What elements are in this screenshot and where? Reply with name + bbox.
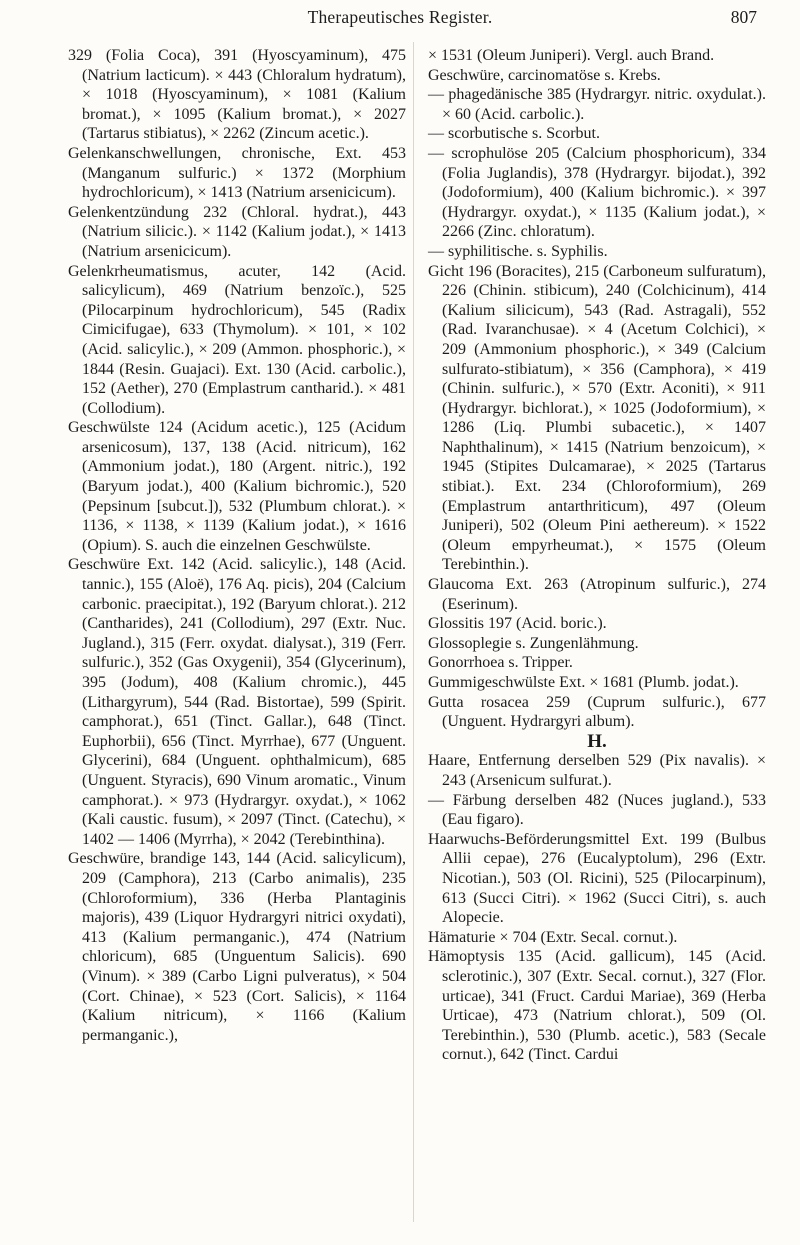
column-divider	[413, 42, 414, 1222]
index-entry: Gelenkrheumatismus, acuter, 142 (Acid. salicylicum), 469 (Natrium benzoïc.), 525 (Pilocarpinum hydrochloricum), 545 (Radix Cimicifugae), 633 (Thymolum). × 101, × 102 (Acid. salicylic.), × 209 (Ammon. phosphoric.), × 1844 (Resin. Guajaci). Ext. 130 (Acid. carbolic.), 152 (Aether), 270 (Emplastrum cantharid.). × 481 (Collodium).	[68, 262, 406, 417]
index-entry: — scorbutische s. Scorbut.	[428, 125, 600, 143]
index-entry: Geschwüre Ext. 142 (Acid. salicylic.), 148 (Acid. tannic.), 155 (Aloë), 176 Aq. picis), 204 (Calcium carbonic. praecipitat.), 192 (Baryum chlorat.). 212 (Cantharides), 241 (Collodium), 297 (Extr. Nuc. Jugland.), 315 (Ferr. oxydat. dialysat.), 319 (Ferr. sulfuric.), 352 (Gas Oxygenii), 354 (Glycerinum), 395 (Jodum), 408 (Kalium chromic.), 445 (Lithargyrum), 544 (Rad. Bistortae), 599 (Spirit. camphorat.), 651 (Tinct. Gallar.), 648 (Tinct. Euphorbii), 656 (Tinct. Myrrhae), 677 (Unguent. Glycerini), 684 (Unguent. ophthalmicum), 685 (Unguent. Styracis), 690 Vinum aromatic., Vinum camphorat.). × 973 (Hydrargyr. oxydat.), × 1062 (Kali caustic. fusum), × 2097 (Tinct. (Catechu), × 1402 — 1406 (Myrrha), × 2042 (Terebinthina).	[68, 556, 406, 848]
index-entry: — syphilitische. s. Syphilis.	[428, 242, 608, 260]
index-entry: Haarwuchs-Beförderungsmittel Ext. 199 (Bulbus Allii cepae), 276 (Eucalyptolum), 296 (Extr. Nicotian.), 503 (Ol. Ricini), 525 (Pilocarpinum), 613 (Succi Citri). × 1962 (Succi Citri), s. auch Alopecie.	[428, 830, 766, 927]
left-column	[68, 46, 406, 1045]
index-entry: Haare, Entfernung derselben 529 (Pix navalis). × 243 (Arsenicum sulfurat.).	[428, 752, 766, 789]
index-entry: Glossoplegie s. Zungenlähmung.	[428, 634, 639, 652]
index-entry: Hämoptysis 135 (Acid. gallicum), 145 (Acid. sclerotinic.), 307 (Extr. Secal. cornut.), 327 (Flor. urticae), 341 (Fruct. Cardui Mariae), 369 (Herba Urticae), 473 (Natrium chlorat.), 509 (Ol. Terebinthin.), 530 (Plumb. acetic.), 583 (Secale cornut.), 642 (Tinct. Cardui	[428, 948, 766, 1064]
index-entry: — Färbung derselben 482 (Nuces jugland.), 533 (Eau figaro).	[428, 791, 766, 829]
index-entry: Geschwüre, brandige 143, 144 (Acid. salicylicum), 209 (Camphora), 213 (Carbo animalis), 235 (Chloroformium), 336 (Herba Plantaginis majoris), 439 (Liquor Hydrargyri nitrici oxydati), 413 (Kalium permanganic.), 474 (Natrium chloricum), 685 (Unguentum Salicis). 690 (Vinum). × 389 (Carbo Ligni pulveratus), × 504 (Cort. Chinae), × 523 (Cort. Salicis), × 1164 (Kalium nitricum), × 1166 (Kalium permanganic.),	[68, 850, 406, 1044]
index-entry: Gummigeschwülste Ext. × 1681 (Plumb. jodat.).	[428, 674, 739, 691]
running-title: Therapeutisches Register.	[307, 7, 493, 27]
index-entry: Geschwülste 124 (Acidum acetic.), 125 (Acidum arsenicosum), 137, 138 (Acid. nitricum), 162 (Ammonium jodat.), 180 (Argent. nitric.), 192 (Baryum jodat.), 400 (Kalium bichromic.), 520 (Pepsinum [subcut.]), 532 (Plumbum chlorat.). × 1136, × 1138, × 1139 (Kalium jodat.), × 1616 (Opium). S. auch die einzelnen Geschwülste.	[68, 419, 406, 554]
page-number: 807	[730, 7, 757, 27]
index-entry: Glossitis 197 (Acid. boric.).	[428, 615, 607, 633]
index-entry: Gutta rosacea 259 (Cuprum sulfuric.), 677 (Unguent. Hydrargyri album).	[428, 693, 766, 731]
index-entry: × 1531 (Oleum Juniperi). Vergl. auch Brand.	[428, 47, 715, 64]
page-header	[0, 0, 800, 40]
index-entry: Gicht 196 (Boracites), 215 (Carboneum sulfuratum), 226 (Chinin. stibicum), 240 (Colchicinum), 414 (Kalium silicicum), 543 (Rad. Astragali), 552 (Rad. Ivaranchusae). × 4 (Acetum Colchici), × 209 (Ammonium phosphoric.), × 349 (Calcium sulfurato-stibiatum), × 356 (Camphora), × 419 (Chinin. sulfuric.), × 570 (Extr. Aconiti), × 911 (Hydrargyr. bichlorat.), × 1025 (Jodoformium), × 1286 (Liq. Plumbi subacetic.), × 1407 Naphthalinum), × 1415 (Natrium benzoicum), × 1945 (Stipites Dulcamarae), × 2025 (Tartarus stibiat.). Ext. 234 (Chloroformium), 269 (Emplastrum antarthriticum), 497 (Oleum Juniperi), 502 (Oleum Pini aethereum). × 1522 (Oleum empyrheumat.), × 1575 (Oleum Terebinthin.).	[428, 262, 766, 574]
index-entry: Geschwüre, carcinomatöse s. Krebs.	[428, 66, 661, 84]
index-entry: — scrophulöse 205 (Calcium phosphoricum), 334 (Folia Juglandis), 378 (Hydrargyr. bijodat.), 392 (Jodoformium), 400 (Kalium bichromic.). × 397 (Hydrargyr. oxydat.), × 1135 (Kalium jodat.), × 2266 (Zinc. chloratum).	[428, 144, 766, 241]
index-entry: — phagedänische 385 (Hydrargyr. nitric. oxydulat.). × 60 (Acid. carbolic.).	[428, 86, 766, 123]
section-letter-heading: H.	[587, 730, 607, 752]
index-entry: 329 (Folia Coca), 391 (Hyoscyaminum), 475 (Natrium lacticum). × 443 (Chloralum hydratum), × 1018 (Hyoscyaminum), × 1081 (Kalium bromat.), × 1095 (Kalium bromat.), × 2027 (Tartarus stibiatus), × 2262 (Zincum acetic.).	[68, 47, 406, 143]
index-entry: Gelenkanschwellungen, chronische, Ext. 453 (Manganum sulfuric.) × 1372 (Morphium hydrochloricum), × 1413 (Natrium arsenicicum).	[68, 144, 406, 202]
index-entry: Gonorrhoea s. Tripper.	[428, 654, 573, 672]
index-entry: Hämaturie × 704 (Extr. Secal. cornut.).	[428, 928, 678, 946]
index-entry: Gelenkentzündung 232 (Chloral. hydrat.), 443 (Natrium silicic.). × 1142 (Kalium jodat.), × 1413 (Natrium arsenicicum).	[68, 203, 406, 260]
right-column	[428, 46, 766, 1065]
index-entry: Glaucoma Ext. 263 (Atropinum sulfuric.), 274 (Eserinum).	[428, 576, 766, 613]
